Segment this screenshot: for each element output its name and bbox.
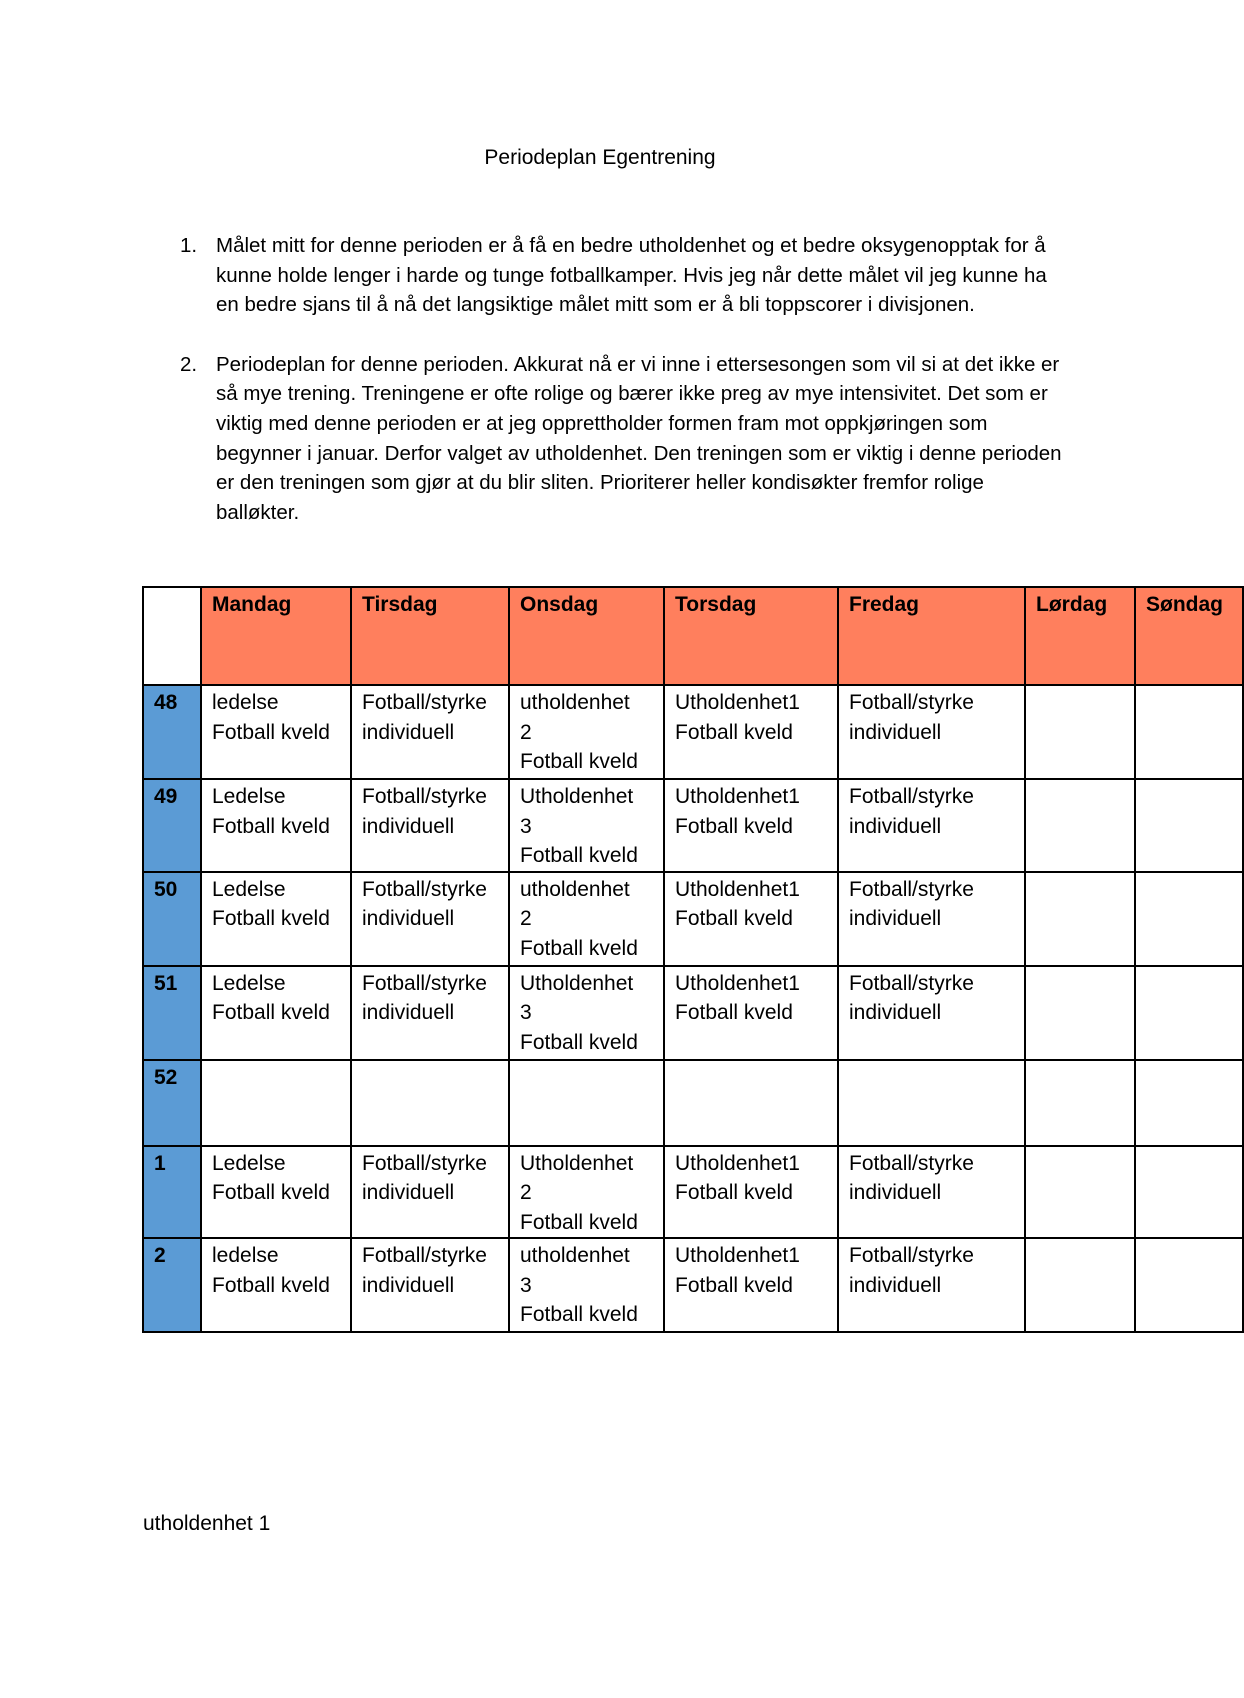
table-row [143,1060,1243,1146]
week-number: 50 [143,872,201,966]
cell-line: Fotball kveld [212,1001,330,1024]
week-number: 2 [143,1238,201,1332]
cell-line: Utholdenhet1 [675,691,800,714]
cell-line: Utholdenhet1 [675,1151,800,1175]
table-cell [1025,779,1135,872]
cell-line: individuell [849,907,942,930]
cell-line: utholdenhet [520,691,630,714]
cell-line: 3 [520,814,532,838]
cell-line: Fotball kveld [520,1030,638,1054]
table-header-row [143,587,1243,685]
cell-line: Fotball/styrke [362,877,487,901]
goal-list [168,231,1068,527]
table-cell [1135,1238,1243,1332]
table-cell [351,1238,509,1332]
cell-line: Fotball kveld [520,1210,638,1234]
cell-line: individuell [362,720,455,744]
table-cell [1025,1060,1135,1146]
cell-line: Utholdenhet [520,971,634,995]
cell-line: Ledelse [212,1151,286,1175]
header-torsdag: Torsdag [664,587,838,685]
table-cell [509,966,664,1060]
cell-line: Utholdenhet1 [675,877,800,901]
table-cell [664,1060,838,1146]
cell-line: Utholdenhet1 [675,785,800,808]
table-cell [509,779,664,872]
table-row [143,1146,1243,1239]
cell-line: 3 [520,1273,532,1297]
table-body [143,685,1243,1332]
header-lordag: Lørdag [1025,587,1135,685]
table-cell [664,872,838,966]
header-sondag: Søndag [1135,587,1243,685]
cell-line: Fotball kveld [675,1273,793,1297]
cell-line: Utholdenhet [520,785,634,808]
table-cell [664,1146,838,1239]
header-tirsdag: Tirsdag [351,587,509,685]
table-cell [509,872,664,966]
footer-note: utholdenhet 1 [143,1512,271,1535]
cell-line: individuell [362,1273,455,1297]
table-row [143,966,1243,1060]
list-item [168,231,1068,320]
header-mandag: Mandag [201,587,351,685]
page-title: Periodeplan Egentrening [484,146,716,169]
table-cell [509,685,664,779]
cell-line: 2 [520,720,532,744]
table-cell [351,685,509,779]
table-cell [1135,685,1243,779]
table-cell [838,1238,1025,1332]
table-cell [201,779,351,872]
table-cell [1135,779,1243,872]
table-cell [838,779,1025,872]
list-item [168,350,1068,528]
header-corner [143,587,201,685]
table-cell [838,872,1025,966]
cell-line: 3 [520,1001,532,1024]
table-cell [351,1146,509,1239]
cell-line: Fotball/styrke [849,971,974,995]
cell-line: ledelse [212,1244,279,1267]
cell-line: Fotball/styrke [849,1244,974,1267]
cell-line: individuell [849,1273,942,1297]
cell-line: Fotball kveld [212,720,330,744]
cell-line: individuell [362,1181,455,1204]
cell-line: Fotball kveld [675,907,793,930]
cell-line: Fotball kveld [520,844,638,867]
cell-line: Fotball kveld [212,1181,330,1204]
cell-line: Fotball kveld [212,814,330,838]
cell-line: Ledelse [212,785,286,808]
cell-line: Utholdenhet1 [675,1244,800,1267]
table-cell [201,1238,351,1332]
cell-line: Fotball/styrke [849,785,974,808]
table-cell [838,1146,1025,1239]
cell-line: individuell [362,907,455,930]
table-cell [838,685,1025,779]
cell-line: Fotball/styrke [362,785,487,808]
table-cell [201,966,351,1060]
table-row [143,1238,1243,1332]
cell-line: Fotball/styrke [849,877,974,901]
table-cell [1135,966,1243,1060]
training-plan-table [142,586,1244,1333]
table-cell [838,966,1025,1060]
table-cell [1025,1146,1135,1239]
cell-line: utholdenhet [520,877,630,901]
table-cell [509,1146,664,1239]
week-number: 49 [143,779,201,872]
table-viewport [142,586,1223,1366]
cell-line: Fotball kveld [520,750,638,773]
cell-line: Fotball kveld [212,907,330,930]
list-text: Målet mitt for denne perioden er å få en bedre utholdenhet og et bedre oksygenopptak for å kunne holde lenger i harde og tunge fotballkamper. Hvis jeg når dette målet vil jeg kunne ha en bedre sjans til å nå det langsiktige målet mitt som er å bli toppscorer i divisjonen. [216,234,1047,317]
table-cell [351,872,509,966]
table-cell [201,1146,351,1239]
cell-line: individuell [362,1001,455,1024]
header-onsdag: Onsdag [509,587,664,685]
cell-line: Fotball kveld [675,1001,793,1024]
cell-line: individuell [362,814,455,838]
week-number: 52 [143,1060,201,1146]
cell-line: Fotball/styrke [362,1244,487,1267]
cell-line: Fotball kveld [675,720,793,744]
table-cell [838,1060,1025,1146]
table-cell [201,872,351,966]
cell-line: ledelse [212,691,279,714]
cell-line: Fotball kveld [520,1303,638,1326]
table-cell [664,966,838,1060]
cell-line: Fotball/styrke [362,971,487,995]
cell-line: Fotball kveld [675,814,793,838]
cell-line: individuell [849,814,942,838]
table-cell [201,1060,351,1146]
table-cell [351,779,509,872]
table-cell [1135,872,1243,966]
list-number: 1. [180,234,198,257]
table-cell [1025,685,1135,779]
table-cell [664,685,838,779]
week-number: 51 [143,966,201,1060]
table-cell [351,966,509,1060]
list-number: 2. [180,352,198,376]
table-cell [351,1060,509,1146]
table-cell [1135,1146,1243,1239]
cell-line: individuell [849,1181,942,1204]
cell-line: 2 [520,907,532,930]
cell-line: 2 [520,1181,532,1204]
table-row [143,779,1243,872]
cell-line: Ledelse [212,971,286,995]
cell-line: Ledelse [212,877,286,901]
cell-line: Fotball kveld [520,936,638,960]
table-cell [1135,1060,1243,1146]
table-row [143,872,1243,966]
table-cell [509,1060,664,1146]
table-cell [1025,872,1135,966]
cell-line: Fotball/styrke [362,691,487,714]
table-cell [664,1238,838,1332]
list-text: Periodeplan for denne perioden. Akkurat nå er vi inne i ettersesongen som vil si at det ikke er så mye trening. Treningene er ofte rolige og bærer ikke preg av mye intensivitet. Det som er viktig med denne perioden er at jeg opprettholder formen fram mot oppkjøringen som begynner i januar. Derfor valget av utholdenhet. Den treningen som er viktig i denne perioden er den treningen som gjør at du blir sliten. Prioriterer heller kondisøkter fremfor rolige balløkter. [216,352,1062,524]
cell-line: individuell [849,1001,942,1024]
header-fredag: Fredag [838,587,1025,685]
cell-line: Fotball/styrke [362,1151,487,1175]
table-cell [664,779,838,872]
cell-line: utholdenhet [520,1244,630,1267]
table-cell [1025,1238,1135,1332]
table-row [143,685,1243,779]
week-number: 48 [143,685,201,779]
table-cell [201,685,351,779]
table-cell [509,1238,664,1332]
cell-line: Fotball/styrke [849,1151,974,1175]
cell-line: individuell [849,720,942,744]
cell-line: Utholdenhet1 [675,971,800,995]
cell-line: Fotball kveld [675,1181,793,1204]
table-cell [1025,966,1135,1060]
cell-line: Fotball/styrke [849,691,974,714]
cell-line: Fotball kveld [212,1273,330,1297]
cell-line: Utholdenhet [520,1151,634,1175]
week-number: 1 [143,1146,201,1239]
